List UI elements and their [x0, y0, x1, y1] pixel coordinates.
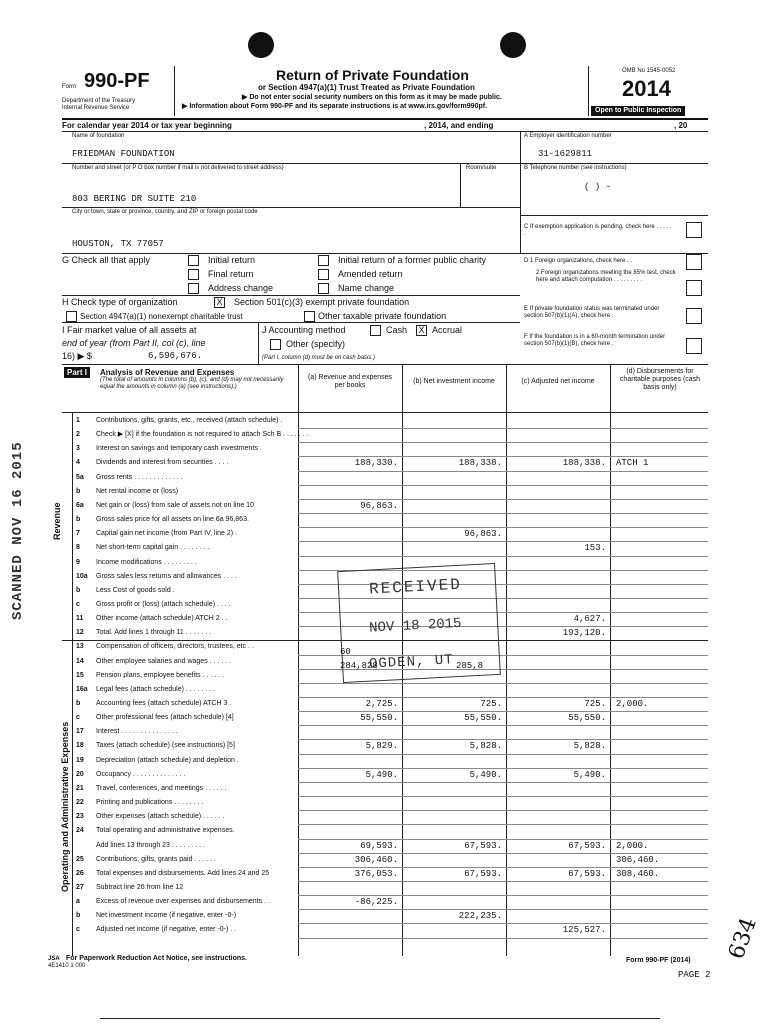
form-title: Return of Private Foundation [276, 67, 469, 83]
row-label: Travel, conferences, and meetings . . . . . . [96, 784, 227, 792]
row-number: 27 [76, 883, 84, 891]
form-prefix: Form [62, 84, 76, 90]
page-number: PAGE 2 [678, 970, 711, 980]
cell-col-d: ATCH 1 [616, 458, 649, 469]
cell-col-b: 5,490. [469, 769, 502, 780]
city-label: City or town, state or province, country, and ZIP or foreign postal code [72, 209, 258, 215]
cell-col-a: 55,550. [360, 713, 398, 724]
row-number: 11 [76, 615, 84, 623]
row-label: Net short-term capital gain . . . . . . . . [96, 544, 210, 552]
row-number: 2 [76, 431, 80, 439]
omb-number: OMB No 1545-0052 [622, 68, 676, 74]
calendar-year-mid: , 2014, and ending [424, 121, 494, 130]
row-number: 19 [76, 756, 84, 764]
d2-label: 2 Foreign organizations meeting the 85% test, check here and attach computation . . . . . . . . . [536, 270, 676, 283]
cash-label: Cash [386, 325, 408, 335]
row-number: 5a [76, 473, 84, 481]
row-label: Accounting fees (attach schedule) ATCH 3 . [96, 700, 232, 707]
open-inspection: Open to Public Inspection [591, 106, 685, 116]
former-public-charity-checkbox[interactable] [318, 255, 329, 266]
form-subtitle: or Section 4947(a)(1) Trust Treated as Private Foundation [258, 83, 475, 92]
col-b-header: (b) Net investment income [413, 378, 495, 385]
row-label: Subtract line 26 from line 12 [96, 883, 184, 891]
h-4947-label: Section 4947(a)(1) nonexempt charitable trust [80, 312, 243, 321]
row-number: 6a [76, 501, 84, 509]
form-number: 990-PF [84, 70, 150, 92]
cell-col-c: 193,120. [562, 628, 606, 639]
part1-tag: Part I [64, 367, 90, 378]
final-return-label: Final return [208, 269, 254, 279]
row-number: 25 [76, 855, 84, 863]
row-rule [298, 499, 708, 500]
dept-label: Department of the Treasury [62, 98, 136, 104]
received-ogden: OGDEN, UT [368, 652, 455, 673]
row-label: Total expenses and disbursements. Add lines 24 and 25 [96, 869, 270, 877]
col-c-header: (c) Adjusted net income [521, 378, 595, 385]
row-number: a [76, 898, 80, 906]
row-label: Total operating and administrative expenses. [96, 827, 235, 835]
foundation-name: FRIEDMAN FOUNDATION [72, 149, 175, 159]
cell-col-d: 2,000. [616, 699, 649, 709]
row-label: Dividends and interest from securities . . . . [96, 459, 229, 467]
row-label: Other expenses (attach schedule) . . . . . . [96, 813, 225, 821]
row-label: Interest on savings and temporary cash investments . [96, 445, 262, 453]
row-number: 24 [76, 827, 84, 835]
jsa-label: JSA [48, 956, 60, 962]
i-label-1: I Fair market value of all assets at [62, 325, 197, 335]
row-number: 23 [76, 813, 84, 821]
note-ssn: ▶ Do not enter social security numbers on this form as it may be made public. [242, 94, 502, 101]
row-rule [298, 485, 708, 486]
d1-checkbox[interactable] [686, 254, 702, 270]
row-label: Depreciation (attach schedule) and depletion . [96, 756, 239, 764]
row-label: Gross sales price for all assets on line 6a 96,863. [96, 516, 249, 524]
row-label: Less Cost of goods sold . [96, 586, 175, 594]
pra-notice: For Paperwork Reduction Act Notice, see instructions. [66, 955, 247, 962]
cell-col-c: 153. [584, 543, 606, 554]
row-number: 16a [76, 685, 88, 693]
row-rule [298, 867, 708, 868]
row-label: Contributions, gifts, grants, etc., received (attach schedule) . [96, 417, 283, 424]
row-number: b [76, 487, 81, 495]
f-label: F If the foundation is in a 60-month termination under section 507(b)(1)(B), check here . [524, 334, 666, 347]
cell-col-b: 67,593. [464, 868, 502, 879]
cell-col-c: 188,338. [562, 458, 606, 469]
name-change-checkbox[interactable] [318, 283, 329, 294]
name-label: Name of foundation [72, 133, 125, 139]
street-value: 803 BERING DR SUITE 210 [72, 194, 197, 204]
punch-hole-left [248, 32, 274, 58]
row-rule [298, 428, 708, 429]
room-label: Room/suite [466, 165, 497, 171]
cell-col-a: 96,863. [360, 500, 398, 511]
row-rule [298, 853, 708, 854]
row-number: 21 [76, 784, 84, 792]
row-number: 18 [76, 742, 84, 750]
row-number: b [76, 516, 81, 524]
row-label: Net rental income or (loss) [96, 487, 179, 495]
irs-label: Internal Revenue Service [62, 105, 130, 111]
row-label: Adjusted net income (if negative, enter -0-) . . [96, 926, 237, 934]
revenue-side-label: Revenue [52, 502, 62, 540]
row-rule [298, 711, 708, 712]
row-label: Contributions, gifts, grants paid . . . . . . [96, 855, 216, 863]
stamp-partial-3: 285,8 [456, 661, 484, 671]
part1-title: Analysis of Revenue and Expenses [100, 368, 235, 377]
cell-col-d: 2,000. [616, 840, 649, 851]
row-rule [298, 754, 708, 755]
h-501c3-checkbox[interactable]: X [214, 297, 225, 308]
cell-col-c: 67,593. [568, 868, 606, 879]
row-number: b [76, 586, 81, 594]
row-rule [298, 442, 708, 443]
row-rule [298, 683, 708, 684]
cash-checkbox[interactable] [370, 325, 381, 336]
cell-col-c: 725. [584, 699, 606, 709]
f-checkbox[interactable] [686, 338, 702, 354]
row-number: 4 [76, 459, 80, 467]
row-number: 26 [76, 869, 84, 877]
part1-desc: (The total of amounts in columns (b), (c), and (d) may not necessarily equal the amounts in column (a) (see instructions).) [100, 377, 284, 390]
row-number: 22 [76, 799, 84, 807]
row-label: Gross sales less returns and allowances . . . . [96, 572, 237, 580]
row-label: Excess of revenue over expenses and disbursements . . [96, 898, 270, 906]
row-rule [298, 895, 708, 896]
row-number: 1 [76, 417, 80, 424]
row-number: 3 [76, 445, 80, 453]
cell-col-b: 5,828. [469, 741, 502, 752]
row-rule [298, 697, 708, 698]
row-label: Capital gain net income (from Part IV, line 2) . [96, 530, 237, 538]
cell-col-a: 5,490. [365, 769, 398, 780]
stamp-partial-2: 284,828 [340, 661, 378, 671]
col-a-header: (a) Revenue and expenses per books [307, 374, 393, 389]
row-number: 13 [76, 643, 84, 651]
row-rule [298, 810, 708, 811]
initial-return-checkbox[interactable] [188, 255, 199, 266]
ein-value: 31-1629811 [538, 149, 593, 159]
cell-col-d: 308,460. [616, 868, 660, 879]
other-method-label: Other (specify) [286, 339, 346, 349]
cell-col-c: 67,593. [568, 840, 606, 851]
cell-col-a: 188,330. [354, 458, 398, 469]
cell-col-a: 69,593. [360, 840, 398, 851]
d2-checkbox[interactable] [686, 280, 702, 296]
row-rule [298, 513, 708, 514]
address-change-label: Address change [208, 283, 274, 293]
expenses-side-label: Operating and Administrative Expenses [60, 721, 70, 892]
row-label: Income modifications . . . . . . . . . [96, 558, 197, 566]
row-label: Net investment income (if negative, enter -0-) [96, 912, 237, 920]
row-label: Other employee salaries and wages . . . . . . [96, 657, 232, 665]
received-date: NOV 18 2015 [368, 615, 462, 637]
i-label-3: 16) ▶ $ [62, 351, 92, 361]
cell-col-b: 67,593. [464, 840, 502, 851]
tax-year: 2014 [622, 76, 671, 101]
cell-col-c: 125,527. [562, 925, 606, 936]
cell-col-b: 725. [480, 699, 502, 709]
handwritten-note: 634 [724, 914, 762, 963]
i-label-2: end of year (from Part II, col (c), line [62, 338, 206, 348]
footer-form: Form 990-PF (2014) [626, 957, 691, 964]
row-label: Interest . . . . . . . . . . . . . . . [96, 728, 178, 736]
g-label: G Check all that apply [62, 255, 151, 265]
accrual-label: Accrual [432, 325, 463, 335]
h-4947-checkbox[interactable] [66, 311, 77, 322]
row-rule [298, 923, 708, 924]
cell-col-a: 2,725. [365, 699, 398, 709]
c-label: C If exemption application is pending, check here . . . . . . [524, 224, 672, 237]
row-label: Compensation of officers, directors, trustees, etc . . [96, 643, 254, 651]
row-rule [298, 541, 708, 542]
city-value: HOUSTON, TX 77057 [72, 239, 164, 249]
row-number: 17 [76, 728, 84, 736]
row-number: c [76, 714, 80, 722]
row-rule [298, 471, 708, 472]
row-rule [298, 725, 708, 726]
row-label: Other income (attach schedule) ATCH 2 . . [96, 615, 228, 623]
cell-col-c: 5,490. [573, 769, 606, 780]
cell-col-a: 5,829. [365, 741, 398, 752]
cell-col-c: 55,550. [568, 713, 606, 724]
h-501c3-label: Section 501(c)(3) exempt private foundation [234, 297, 410, 307]
row-rule [298, 739, 708, 740]
row-label: Printing and publications . . . . . . . . [96, 799, 204, 807]
col-d-header: (d) Disbursements for charitable purposes (cash basis only) [619, 368, 701, 391]
cell-col-d: 306,460. [616, 854, 660, 865]
cell-col-b: 188,338. [458, 458, 502, 469]
cell-col-b: 55,550. [464, 713, 502, 724]
row-number: b [76, 912, 81, 920]
row-number: c [76, 926, 80, 934]
former-public-charity-label: Initial return of a former public charity [338, 255, 487, 265]
row-number: b [76, 700, 81, 707]
cell-col-a: -86,225. [354, 897, 398, 908]
phone-value: ( ) - [584, 182, 612, 192]
row-rule [298, 938, 708, 939]
row-number: 9 [76, 558, 80, 566]
note-info: ▶ Information about Form 990-PF and its separate instructions is at www.irs.gov/form990pf. [182, 103, 488, 110]
form-code: 4E1410 1 000 [48, 963, 86, 969]
ein-label: A Employer identification number [524, 133, 612, 139]
h-other-checkbox[interactable] [304, 311, 315, 322]
row-rule [298, 839, 708, 840]
row-number: 20 [76, 770, 84, 778]
received-text: RECEIVED [368, 575, 463, 599]
row-label: Legal fees (attach schedule) . . . . . . . . [96, 685, 216, 693]
e-checkbox[interactable] [686, 308, 702, 324]
other-method-checkbox[interactable] [270, 339, 281, 350]
row-label: Gross rents . . . . . . . . . . . . . [96, 473, 183, 481]
row-label: Other professional fees (attach schedule) [4] [96, 714, 234, 722]
row-rule [298, 456, 708, 457]
row-rule [298, 881, 708, 882]
row-number: c [76, 600, 80, 608]
row-number: 15 [76, 671, 84, 679]
j-label: J Accounting method [262, 325, 346, 335]
row-number: 8 [76, 544, 80, 552]
e-label: E If private foundation status was terminated under section 507(b)(1)(A), check here . [524, 306, 660, 319]
name-change-label: Name change [338, 283, 395, 293]
row-rule [298, 556, 708, 557]
row-rule [298, 824, 708, 825]
row-rule [298, 527, 708, 528]
fair-market-value: 6,596,676. [148, 351, 203, 361]
row-label: Occupancy . . . . . . . . . . . . . . [96, 770, 186, 778]
cell-col-c: 4,627. [573, 614, 606, 625]
row-label: Taxes (attach schedule) (see instructions) [5] [96, 742, 235, 750]
cell-col-b: 96,863. [464, 529, 502, 540]
row-label: Net gain or (loss) from sale of assets not on line 10 [96, 501, 254, 509]
row-rule [298, 796, 708, 797]
row-label: Total. Add lines 1 through 11 . . . . . . . [96, 629, 212, 637]
h-other-label: Other taxable private foundation [318, 311, 447, 321]
phone-label: B Telephone number (see instructions) [524, 165, 627, 171]
accrual-checkbox[interactable]: X [416, 325, 427, 336]
row-number: 12 [76, 629, 84, 637]
row-rule [298, 768, 708, 769]
j-note: (Part I, column (d) must be on cash basis.) [262, 355, 376, 361]
calendar-year-label: For calendar year 2014 or tax year beginning [62, 121, 232, 130]
cell-col-a: 306,460. [354, 854, 398, 865]
amended-return-checkbox[interactable] [318, 269, 329, 280]
row-label: Pension plans, employee benefits . . . . . . [96, 671, 225, 679]
cell-col-b: 222,235. [458, 911, 502, 922]
calendar-year-end: , 20 [674, 121, 688, 130]
row-label: Gross profit or (loss) (attach schedule) . . . . [96, 600, 231, 608]
row-number: 10a [76, 572, 88, 580]
row-rule [298, 782, 708, 783]
row-number: 7 [76, 530, 80, 538]
row-number: 14 [76, 657, 84, 665]
stamp-partial-1: 60 [340, 647, 351, 657]
cell-col-a: 376,053. [354, 868, 398, 879]
row-label: Check ▶ [X] if the foundation is not required to attach Sch B . . . . . . . [96, 431, 309, 439]
final-return-checkbox[interactable] [188, 269, 199, 280]
street-label: Number and street (or P O box number if mail is not delivered to street address) [72, 165, 284, 171]
initial-return-label: Initial return [208, 255, 256, 265]
scanned-stamp: SCANNED NOV 16 2015 [10, 441, 26, 620]
d1-label: D 1 Foreign organizations, check here . . [524, 258, 633, 264]
amended-return-label: Amended return [338, 269, 403, 279]
row-rule [298, 909, 708, 910]
cell-col-c: 5,828. [573, 741, 606, 752]
h-label: H Check type of organization [62, 297, 178, 307]
punch-hole-right [500, 32, 526, 58]
c-checkbox[interactable] [686, 222, 702, 238]
address-change-checkbox[interactable] [188, 283, 199, 294]
row-label: Add lines 13 through 23 . . . . . . . . . [96, 841, 205, 849]
